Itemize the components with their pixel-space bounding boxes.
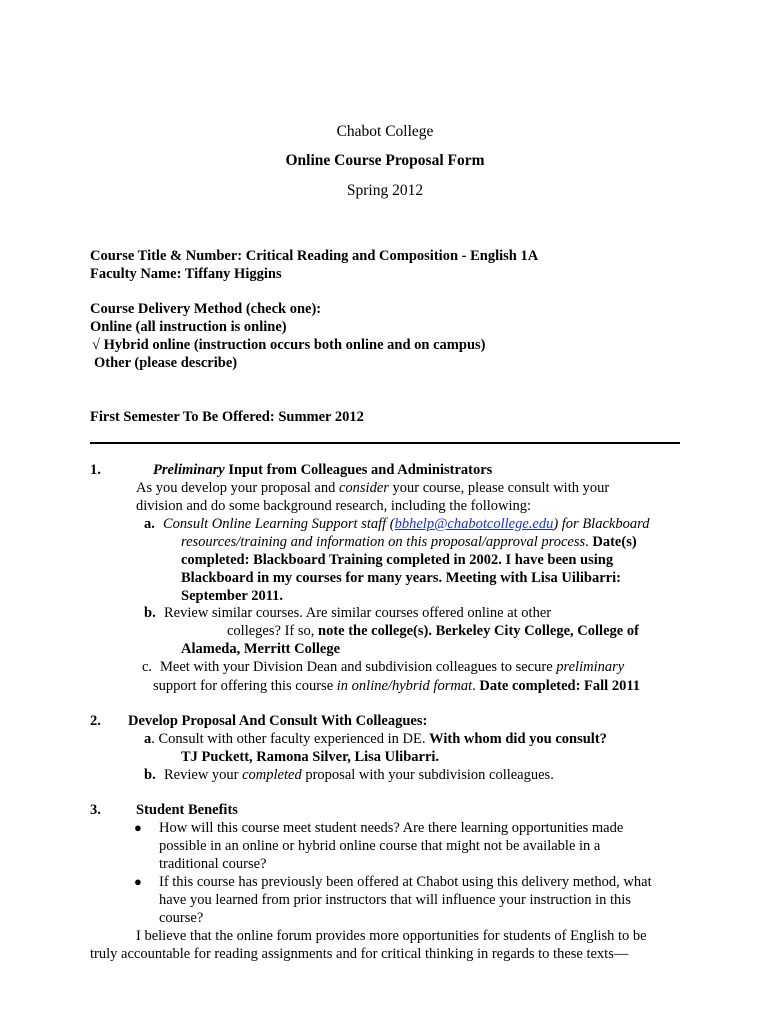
answer-line2: truly accountable for reading assignments and for critical thinking in regards to these texts— [90, 946, 629, 962]
section1-intro-line2: division and do some background research, including the following: [136, 498, 532, 514]
item-a-line4: Blackboard in my courses for many years. Meeting with Lisa Uilibarri: [181, 570, 621, 586]
bullet1-line1: How will this course meet student needs? Are there learning opportunities made [159, 820, 624, 836]
item-a-label: a. [144, 516, 155, 532]
delivery-online: Online (all instruction is online) [90, 319, 287, 335]
support-email-link[interactable]: bbhelp@chabotcollege.edu [394, 516, 554, 532]
section1-number: 1. [90, 462, 101, 478]
college-name: Chabot College [336, 123, 434, 140]
bullet-icon: ● [134, 820, 142, 835]
item-b-line2: colleges? If so, note the college(s). Berkeley City College, College of [227, 623, 639, 639]
section2-item-a: a. Consult with other faculty experienced in DE. With whom did you consult? [144, 731, 607, 747]
section1-title-italic: Preliminary [153, 462, 225, 478]
item-a-line3: completed: Blackboard Training completed in 2002. I have been using [181, 552, 614, 568]
section3-number: 3. [90, 802, 101, 818]
item-b-line1: Review similar courses. Are similar courses offered online at other [164, 605, 552, 621]
course-title-line: Course Title & Number: Critical Reading and Composition - English 1A [90, 248, 539, 264]
bullet2-line1: If this course has previously been offered at Chabot using this delivery method, what [159, 874, 652, 890]
section2-names: TJ Puckett, Ramona Silver, Lisa Ulibarri. [181, 749, 440, 765]
term: Spring 2012 [346, 182, 424, 199]
section3-title: Student Benefits [136, 802, 238, 818]
section2-number: 2. [90, 713, 101, 729]
item-c-label: c. [142, 659, 153, 675]
item-a-line2: resources/training and information on this proposal/approval process. Date(s) [181, 534, 637, 550]
section2-item-b: Review your completed proposal with your subdivision colleagues. [164, 767, 554, 783]
bullet2-line3: course? [159, 910, 204, 926]
answer-line1: I believe that the online forum provides more opportunities for students of English to be [136, 928, 647, 944]
item-c-line2: support for offering this course in online/hybrid format. Date completed: Fall 2011 [153, 678, 641, 694]
item-c-line1: Meet with your Division Dean and subdivision colleagues to secure preliminary [160, 659, 625, 675]
section1-title-rest: Input from Colleagues and Administrators [224, 462, 493, 478]
bullet1-line2: possible in an online or hybrid online course that might not be available in a [159, 838, 601, 854]
faculty-name-line: Faculty Name: Tiffany Higgins [90, 266, 282, 282]
delivery-other: Other (please describe) [94, 355, 238, 371]
item-b-label: b. [144, 605, 156, 621]
horizontal-rule [90, 442, 680, 444]
section2-item-b-label: b. [144, 767, 156, 783]
bullet2-line2: have you learned from prior instructors that will influence your instruction in this [159, 892, 631, 908]
first-semester: First Semester To Be Offered: Summer 2012 [90, 409, 364, 425]
section1-intro-line1: As you develop your proposal and consider your course, please consult with your [136, 480, 610, 496]
item-a-line1: Consult Online Learning Support staff (bbhelp@chabotcollege.edu) for Blackboard [163, 516, 650, 532]
bullet1-line3: traditional course? [159, 856, 267, 872]
section1-title [153, 461, 492, 479]
bullet-icon: ● [134, 874, 142, 889]
delivery-heading: Course Delivery Method (check one): [90, 301, 322, 317]
delivery-hybrid: √ Hybrid online (instruction occurs both online and on campus) [92, 337, 486, 353]
section2-title: Develop Proposal And Consult With Colleagues: [128, 713, 428, 729]
form-title: Online Course Proposal Form [285, 152, 485, 169]
item-a-line5: September 2011. [181, 588, 284, 604]
item-b-line3: Alameda, Merritt College [181, 641, 341, 657]
